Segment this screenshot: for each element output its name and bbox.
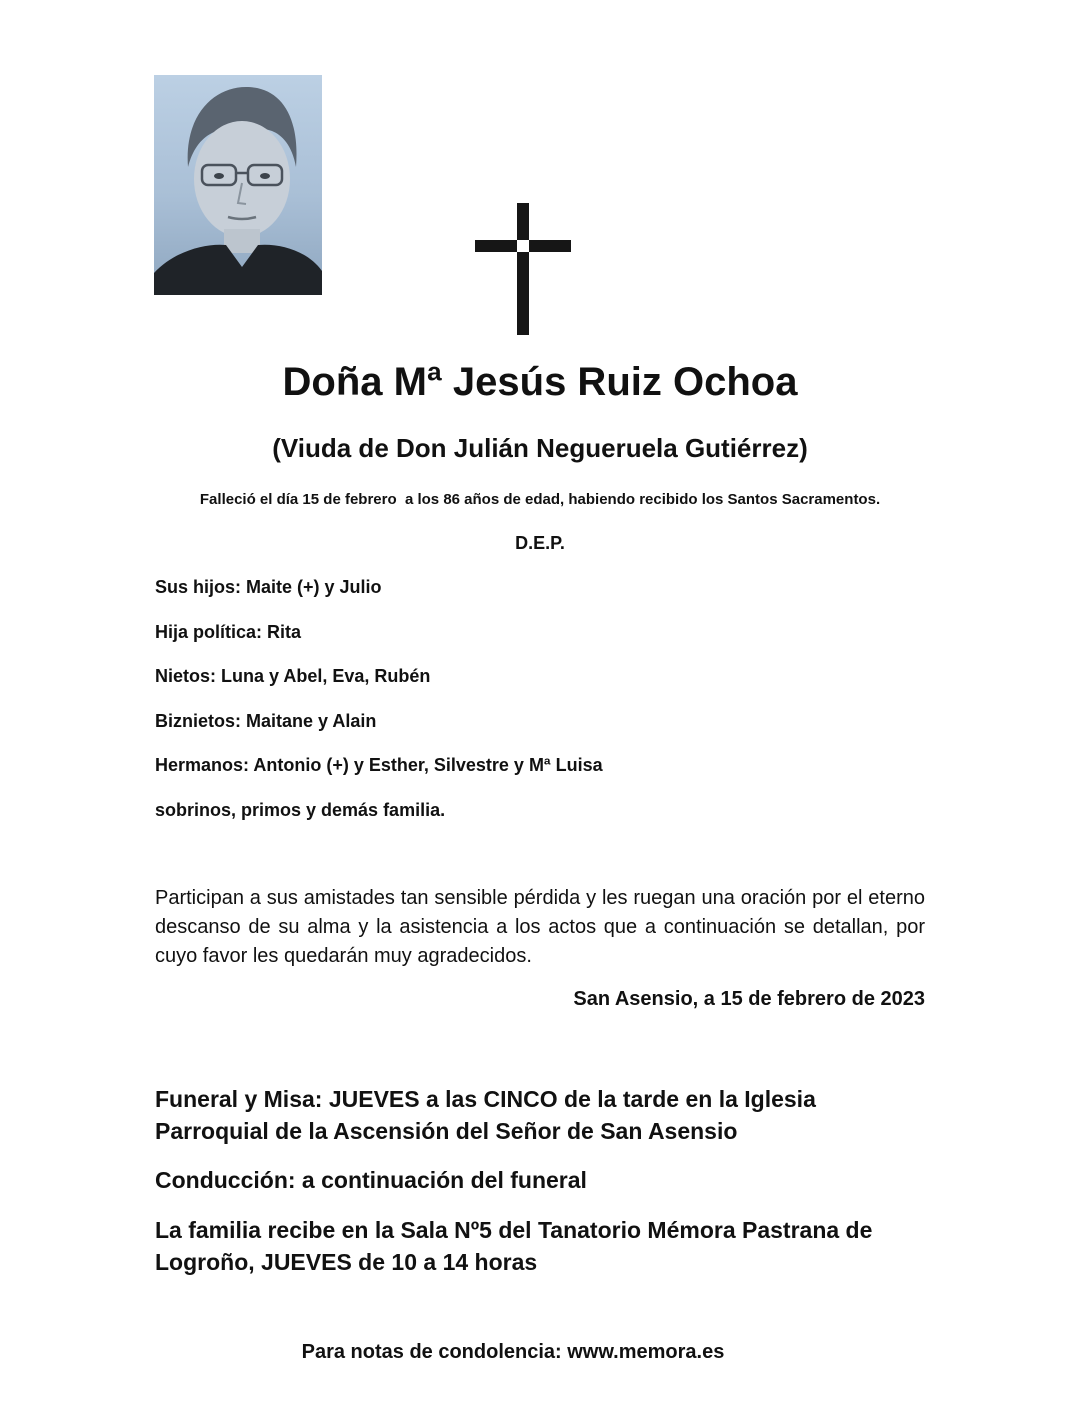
participation-paragraph: Participan a sus amistades tan sensible pérdida y les ruegan una oración por el eterno descanso de su alma y la asistencia a los actos que a continuación se detallan, por cuyo favor les quedarán muy agradecidos. (155, 887, 925, 967)
conduction-info: Conducción: a continuación del funeral (155, 1167, 587, 1193)
deceased-name: Doña Mª Jesús Ruiz Ochoa (282, 360, 798, 404)
death-notice: Falleció el día 15 de febrero a los 86 años de edad, habiendo recibido los Santos Sacramentos. (199, 491, 881, 508)
portrait-photo (154, 75, 322, 295)
family-great-grandchildren: Biznietos: Maitane y Alain (155, 710, 377, 731)
condolence-link-text: Para notas de condolencia: www.memora.es (301, 1341, 725, 1363)
widow-subtitle: (Viuda de Don Julián Negueruela Gutiérrez) (272, 433, 808, 463)
place-and-date: San Asensio, a 15 de febrero de 2023 (573, 988, 925, 1010)
family-list (155, 576, 935, 844)
portrait-icon (154, 75, 322, 295)
reception-info: La familia recibe en la Sala Nº5 del Tanatorio Mémora Pastrana de Logroño, JUEVES de 10 a 14 horas (155, 1217, 873, 1275)
funeral-info: Funeral y Misa: JUEVES a las CINCO de la tarde en la Iglesia Parroquial de la Ascensión del Señor de San Asensio (155, 1086, 816, 1144)
rest-in-peace: D.E.P. (515, 533, 565, 553)
cross-icon (475, 203, 571, 335)
family-others: sobrinos, primos y demás familia. (155, 799, 446, 820)
family-daughter-in-law: Hija política: Rita (155, 621, 302, 642)
family-siblings: Hermanos: Antonio (+) y Esther, Silvestre y Mª Luisa (155, 755, 603, 776)
family-grandchildren: Nietos: Luna y Abel, Eva, Rubén (155, 666, 431, 687)
family-children: Sus hijos: Maite (+) y Julio (155, 577, 382, 597)
